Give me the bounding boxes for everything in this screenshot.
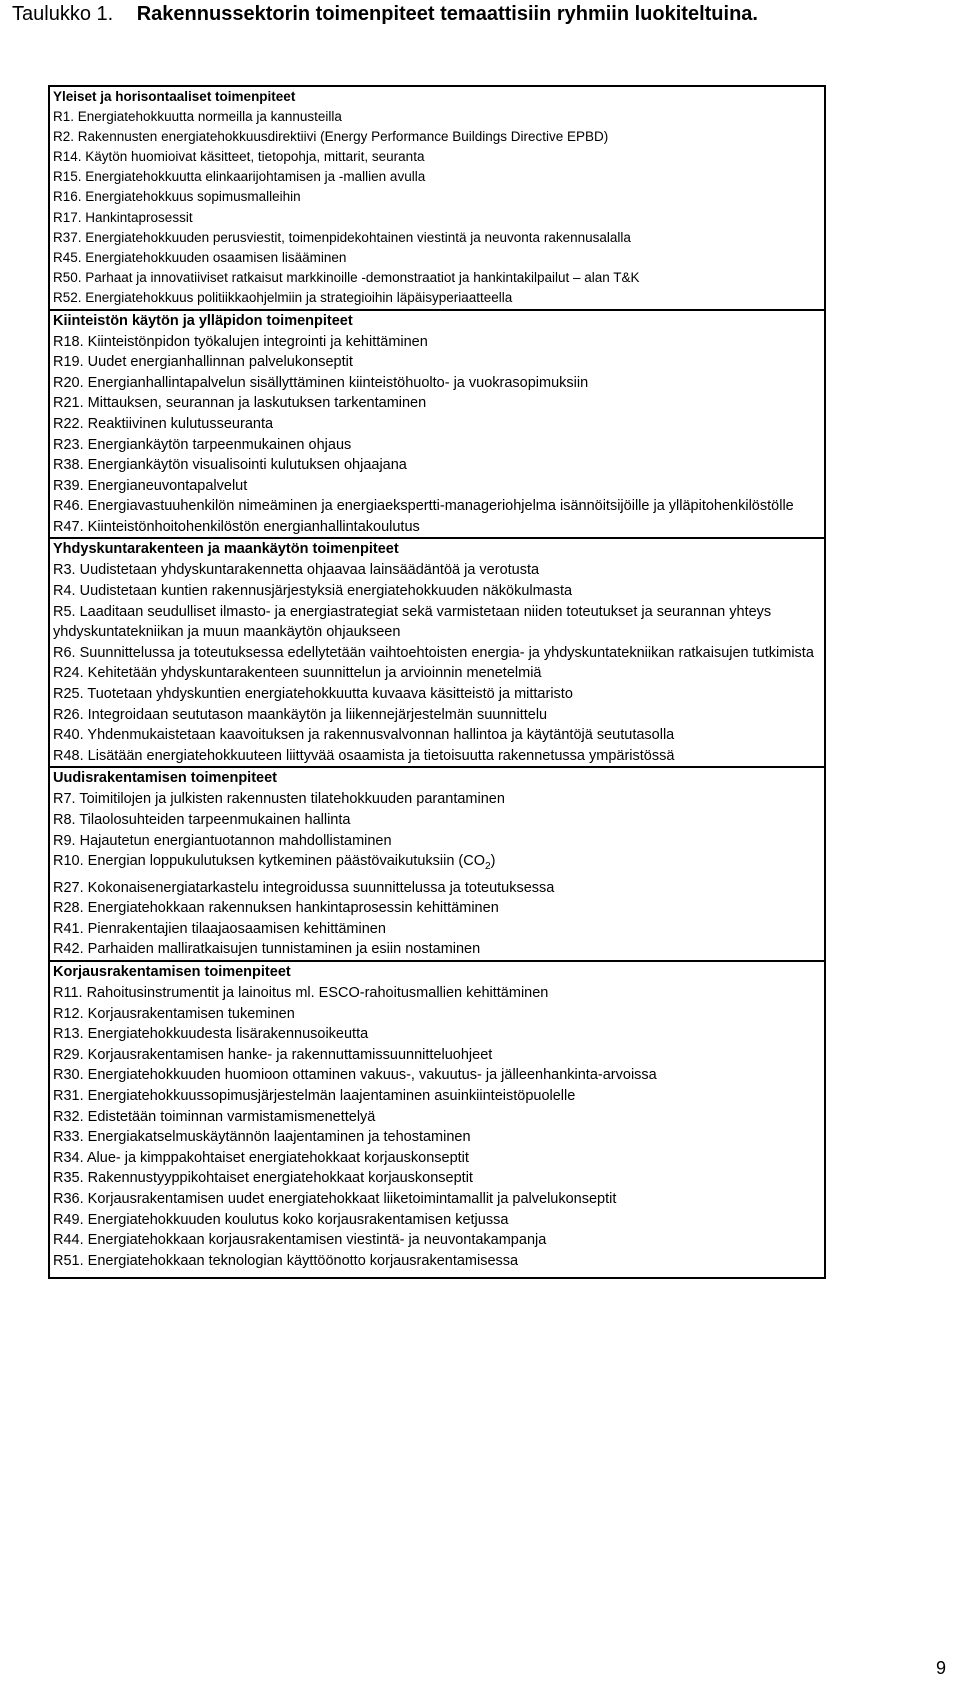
list-item: R6. Suunnittelussa ja toteutuksessa edellytetään vaihtoehtoisten energia- ja yhdyskuntatekniikan ratkaisujen tutkimista [53, 644, 814, 661]
list-item: R29. Korjausrakentamisen hanke- ja rakennuttamissuunnitteluohjeet [53, 1046, 493, 1063]
list-item: R41. Pienrakentajien tilaajaosaamisen kehittäminen [53, 920, 386, 937]
list-item: R21. Mittauksen, seurannan ja laskutuksen tarkentaminen [53, 395, 427, 412]
list-item: R30. Energiatehokkuuden huomioon ottaminen vakuus-, vakuutus- ja jälleenhankinta-arvoissa [53, 1067, 657, 1084]
list-item: R47. Kiinteistönhoitohenkilöstön energianhallintakoulutus [53, 518, 420, 535]
list-item: R33. Energiakatselmuskäytännön laajentaminen ja tehostaminen [53, 1129, 471, 1146]
list-item: R52. Energiatehokkuus politiikkaohjelmiin ja strategioihin läpäisyperiaatteella [53, 290, 513, 306]
list-item: R36. Korjausrakentamisen uudet energiatehokkaat liiketoimintamallit ja palvelukonseptit [53, 1190, 617, 1207]
section-title: Yhdyskuntarakenteen ja maankäytön toimenpiteet [53, 541, 399, 558]
list-item: R45. Energiatehokkuuden osaamisen lisääminen [53, 249, 347, 265]
list-item: R49. Energiatehokkuuden koulutus koko korjausrakentamisen ketjussa [53, 1211, 509, 1228]
list-item: R32. Edistetään toiminnan varmistamismenettelyä [53, 1108, 376, 1125]
list-item: R44. Energiatehokkaan korjausrakentamisen viestintä- ja neuvontakampanja [53, 1232, 547, 1249]
section-title: Kiinteistön käytön ja ylläpidon toimenpiteet [53, 312, 353, 329]
section-renovation [50, 962, 824, 1277]
co2-subscript: 2 [485, 861, 491, 873]
list-item-closing-paren: ) [490, 853, 496, 870]
caption-text: Rakennussektorin toimenpiteet temaattisiin ryhmiin luokiteltuina. [136, 3, 758, 25]
list-item: R40. Yhdenmukaistetaan kaavoituksen ja rakennusvalvonnan hallintoa ja käytäntöjä seututasolla [53, 727, 675, 744]
list-item: R8. Tilaolosuhteiden tarpeenmukainen hallinta [53, 812, 351, 828]
list-item: R22. Reaktiivinen kulutusseuranta [53, 415, 274, 432]
list-item: R38. Energiankäytön visualisointi kulutuksen ohjaajana [53, 457, 407, 474]
list-item: R27. Kokonaisenergiatarkastelu integroidussa suunnittelussa ja toteutuksessa [53, 879, 555, 896]
section-general [50, 87, 824, 311]
list-item-text: R10. Energian loppukulutuksen kytkeminen päästövaikutuksiin (CO [53, 853, 486, 870]
list-item: R3. Uudistetaan yhdyskuntarakennetta ohjaavaa lainsäädäntöä ja verotusta [53, 562, 540, 579]
list-item: R11. Rahoitusinstrumentit ja lainoitus ml. ESCO-rahoitusmallien kehittäminen [53, 985, 549, 1002]
list-item: R46. Energiavastuuhenkilön nimeäminen ja energiaekspertti-manageriohjelma isännöitsijöille ja ylläpitohenkilöstölle [53, 498, 794, 515]
measures-table [48, 85, 826, 1279]
list-item: R12. Korjausrakentamisen tukeminen [53, 1005, 295, 1022]
list-item: R17. Hankintaprosessit [53, 209, 193, 225]
list-item: R5. Laaditaan seudulliset ilmasto- ja energiastrategiat sekä varmistetaan niiden toteutukset ja seurannan yhteys yhdyskuntatekniikan ja muun maankäytön ohjaukseen [53, 603, 772, 641]
list-item: R37. Energiatehokkuuden perusviestit, toimenpidekohtainen viestintä ja neuvonta rakennusalalla [53, 229, 631, 245]
section-property-use [50, 311, 824, 540]
section-title: Yleiset ja horisontaaliset toimenpiteet [53, 89, 296, 104]
section-new-construction [50, 768, 824, 962]
list-item: R4. Uudistetaan kuntien rakennusjärjestyksiä energiatehokkuuden näkökulmasta [53, 583, 573, 600]
list-item: R13. Energiatehokkuudesta lisärakennusoikeutta [53, 1026, 369, 1043]
list-item [53, 851, 820, 877]
list-item: R19. Uudet energianhallinnan palvelukonseptit [53, 354, 353, 371]
list-item: R23. Energiankäytön tarpeenmukainen ohjaus [53, 436, 352, 453]
table-caption [12, 0, 758, 28]
section-title: Korjausrakentamisen toimenpiteet [53, 964, 291, 981]
list-item: R18. Kiinteistönpidon työkalujen integrointi ja kehittäminen [53, 333, 428, 350]
list-item: R14. Käytön huomioivat käsitteet, tietopohja, mittarit, seuranta [53, 148, 425, 164]
list-item: R51. Energiatehokkaan teknologian käyttöönotto korjausrakentamisessa [53, 1252, 519, 1269]
list-item: R28. Energiatehokkaan rakennuksen hankintaprosessin kehittäminen [53, 900, 499, 917]
list-item: R1. Energiatehokkuutta normeilla ja kannusteilla [53, 108, 342, 124]
list-item: R7. Toimitilojen ja julkisten rakennusten tilatehokkuuden parantaminen [53, 791, 505, 808]
list-item: R31. Energiatehokkuussopimusjärjestelmän laajentaminen asuinkiinteistöpuolelle [53, 1088, 576, 1105]
list-item: R25. Tuotetaan yhdyskuntien energiatehokkuutta kuvaava käsitteistö ja mittaristo [53, 686, 573, 703]
list-item: R24. Kehitetään yhdyskuntarakenteen suunnittelun ja arvioinnin menetelmiä [53, 665, 542, 682]
list-item: R34. Alue- ja kimppakohtaiset energiatehokkaat korjauskonseptit [53, 1149, 469, 1166]
section-title: Uudisrakentamisen toimenpiteet [53, 770, 277, 787]
list-item: R15. Energiatehokkuutta elinkaarijohtamisen ja -mallien avulla [53, 169, 426, 185]
list-item: R39. Energianeuvontapalvelut [53, 477, 248, 494]
list-item: R42. Parhaiden malliratkaisujen tunnistaminen ja esiin nostaminen [53, 941, 481, 958]
list-item: R20. Energianhallintapalvelun sisällyttäminen kiinteistöhuolto- ja vuokrasopimuksiin [53, 374, 589, 391]
list-item: R9. Hajautetun energiantuotannon mahdollistaminen [53, 832, 392, 849]
page-number: 9 [936, 1658, 947, 1678]
section-community-structure [50, 539, 824, 768]
caption-number: Taulukko 1. [12, 3, 114, 25]
list-item: R50. Parhaat ja innovatiiviset ratkaisut markkinoille -demonstraatiot ja hankintakilpailut – alan T&K [53, 270, 640, 286]
list-item: R35. Rakennustyyppikohtaiset energiatehokkaat korjauskonseptit [53, 1170, 473, 1187]
list-item: R16. Energiatehokkuus sopimusmalleihin [53, 189, 301, 205]
list-item: R26. Integroidaan seututason maankäytön ja liikennejärjestelmän suunnittelu [53, 706, 548, 723]
list-item: R48. Lisätään energiatehokkuuteen liittyvää osaamista ja tietoisuutta rakennetussa ympäristössä [53, 747, 675, 764]
list-item: R2. Rakennusten energiatehokkuusdirektiivi (Energy Performance Buildings Directive EPBD) [53, 128, 609, 144]
